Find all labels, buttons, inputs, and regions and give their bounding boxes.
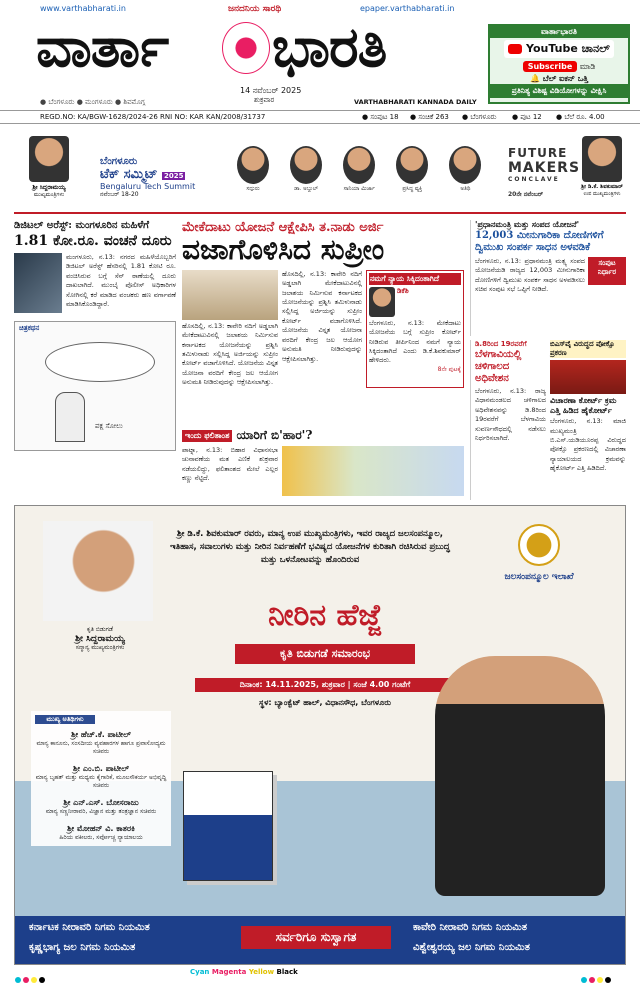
bts-line2: ಟೆಕ್ ಸಮ್ಮಿಟ್ [100,167,158,182]
bts-dates: ನವೆಂಬರ್ 18-20 [100,191,139,198]
release-block [45,626,155,652]
session-body: ಬೆಂಗಳೂರು, ನ.13: ರಾಜ್ಯ ವಿಧಾನಮಂಡಲದ ಚಳಿಗಾಲದ ಅಧಿವೇಶನವನ್ನು ಡಿ.8ರಿಂದ 19ರವರೆಗೆ ಬೆಳಗಾವಿಯ ಸುವರ್ಣಸೌಧದಲ್ಲಿ ನಡೆಸಲು ನಿರ್ಧರಿಸಲಾಗಿದೆ. [475,387,546,443]
guest-1: ಸದ್ಗುರು [234,146,272,193]
yellow-label: Yellow [248,968,275,976]
guest-2: ಡಾ. ಅಬ್ದುಲ್ [287,146,325,193]
cyan-dot [15,977,21,983]
continue-link[interactable]: 8ನೇ ಪುಟಕ್ಕೆ [437,365,461,373]
book-release-advert[interactable] [14,505,626,965]
print-dots-right [580,968,612,987]
guest-role: ಮಾನ್ಯ ಕಾನೂನು, ಸಂಸದೀಯ ವ್ಯವಹಾರಗಳ ಹಾಗೂ ಪ್ರವಾಸೋದ್ಯಮ ಸಚಿವರು [36,740,166,755]
dcm-photo-block [580,136,624,197]
masthead-title-left: ವಾರ್ತಾ [36,14,169,80]
right-story-session[interactable] [470,340,546,500]
left-story-photo [14,253,62,313]
footer-right-2: ವಿಶ್ವೇಶ್ವರಯ್ಯ ಜಲ ನಿಗಮ ನಿಯಮಿತ [413,942,530,953]
event-venue: ಸ್ಥಳ: ಬ್ಯಾಂಕ್ವೆಟ್ ಹಾಲ್, ವಿಧಾನಸೌಧ, ಬೆಂಗಳೂರು [259,698,391,707]
epaper-url[interactable]: epaper.varthabharati.in [360,4,455,13]
pocso-kicker: ಬಿಎಸ್‌ವೈ ವಿರುದ್ಧದ ಪೋಕ್ಸೊ ಪ್ರಕರಣ [550,340,626,358]
left-story-headline: 1.81 ಕೋ.ರೂ. ವಂಚನೆ ದೂರು [14,233,172,249]
black-label: Black [276,968,298,976]
dcm-name: ಶ್ರೀ ಡಿ.ಕೆ. ಶಿವಕುಮಾರ್ [581,184,623,190]
guest-speakers [234,146,494,193]
side-box-title: ನಮಗೆ ನ್ಯಾಯ ಸಿಕ್ಕಿದಂತಾಗಿದೆ [369,273,461,285]
youtube-logo: YouTube ಚಾನಲ್ [504,40,614,58]
fisheries-kicker: 'ಪ್ರಧಾನಮಂತ್ರಿ ಮತ್ತು ಸಂಪದ ಯೋಜನೆ' [475,220,580,229]
fisheries-headline: 12,003 ಮೀನುಗಾರಿಕಾ ದೋಣಿಗಳಿಗೆ ದ್ವಿಮುಖ ಸಂಪರ್ಕ ಸಾಧನ ಅಳವಡಿಕೆ [475,230,604,253]
left-story-body: ಮಂಗಳೂರು, ನ.13: ನಗರದ ಮಹಿಳೆಯೊಬ್ಬರಿಗೆ ಡಿಜಿಟಲ್ ಅರೆಸ್ಟ್ ಹೆಸರಿನಲ್ಲಿ 1.81 ಕೋಟಿ ರೂ. ವಂಚಿಸಿರುವ ಬಗ್ಗೆ ಸೆನ್ ಠಾಣೆಯಲ್ಲಿ ದೂರು ದಾಖಲಾಗಿದೆ. ಮುಂಬೈ ಪೊಲೀಸ್ ಅಧಿಕಾರಿಗಳ ಸೋಗಿನಲ್ಲಿ ಕರೆ ಮಾಡಿದ ವಂಚಕರು ಹಣ ವರ್ಗಾವಣೆ ಮಾಡಿಸಿಕೊಂಡಿದ್ದಾರೆ. [66,253,176,309]
guest-role: ಮಾನ್ಯ ಬೃಹತ್ ಮತ್ತು ಮಧ್ಯಮ ಕೈಗಾರಿಕೆ, ಮೂಲಸೌಕರ್ಯ ಅಭಿವೃದ್ಧಿ ಸಚಿವರು [35,774,167,789]
cm-name: ಶ್ರೀ ಸಿದ್ದರಾಮಯ್ಯ [32,184,66,191]
lead-story-body-col2: ಹೊಸದಿಲ್ಲಿ, ನ.13: ಕಾವೇರಿ ನದಿಗೆ ಅಡ್ಡಲಾಗಿ ಮೇಕೆದಾಟುವಿನಲ್ಲಿ ಜಲಾಶಯ ನಿರ್ಮಿಸುವ ಕರ್ನಾಟಕದ ಯೋಜನೆಯನ್ನು ಪ್ರಶ್ನಿಸಿ ತಮಿಳುನಾಡು ಸಲ್ಲಿಸಿದ್ದ ಅರ್ಜಿಯನ್ನು ಸುಪ್ರೀಂ ಕೋರ್ಟ್ ವಜಾಗೊಳಿಸಿದೆ. ಯೋಜನೆಯ ವಿಸ್ತೃತ ಯೋಜನಾ ವರದಿಗೆ ಕೇಂದ್ರ ಜಲ ಆಯೋಗ ಅನುಮತಿ ನೀಡಿರುವುದನ್ನು ಆಕ್ಷೇಪಿಸಲಾಗಿತ್ತು. [282,269,362,363]
guest-photo [237,146,269,184]
daily-label: VARTHABHARATI KANNADA DAILY [354,98,477,106]
lead-story[interactable] [182,220,464,430]
editions: ● ಬೆಂಗಳೂರು ● ಮಂಗಳೂರು ● ಶಿವಮೊಗ್ಗ [40,98,146,106]
issue-number: ● ಸಂಚಿಕೆ 263 [410,113,449,121]
magenta-dot [589,977,595,983]
cartoon-label: ಚಿತ್ರಕಥನ [19,324,40,332]
guest-photo [343,146,375,184]
lead-story-kicker: ಮೇಕೆದಾಟು ಯೋಜನೆ ಆಕ್ಷೇಪಿಸಿ ತ.ನಾಡು ಅರ್ಜಿ [182,220,384,235]
release-name: ಶ್ರೀ ಸಿದ್ದರಾಮಯ್ಯ [75,634,125,644]
guest-photo [290,146,322,184]
subscribe-suffix: ಮಾಡಿ [579,62,596,71]
guests-label: ಮುಖ್ಯ ಅತಿಥಿಗಳು [35,715,95,724]
release-role: ಸನ್ಮಾನ್ಯ ಮುಖ್ಯಮಂತ್ರಿಗಳು [75,644,125,651]
dcm-portrait [435,656,605,896]
event-date: ದಿನಾಂಕ: 14.11.2025, ಶುಕ್ರವಾರ | ಸಂಜೆ 4.00 ಗಂಟೆಗೆ [195,678,455,692]
cartoon-figure [55,392,85,442]
cm-photo [29,136,69,182]
future-date: 20ನೇ ನವೆಂಬರ್ [508,191,544,198]
future-line2: MAKERS [508,160,581,176]
ad-footer [15,916,626,965]
dk-photo [369,287,395,317]
left-story[interactable] [14,220,176,500]
dept-seal-block [469,524,609,582]
guest-4: ಪ್ರಸಿದ್ಧ ವ್ಯಕ್ತಿ [393,146,431,193]
dcm-photo [582,136,622,182]
cyan-dot [581,977,587,983]
cartoon-caption: ಪಕ್ಷ ಸೋಲು [95,422,123,430]
yellow-dot [597,977,603,983]
lead-story-headline: ವಜಾಗೊಳಿಸಿದ ಸುಪ್ರೀಂ [182,233,385,266]
cartoon [14,321,176,451]
guest-name: ಶ್ರೀ ಹೆಚ್.ಕೆ. ಪಾಟೀಲ್ [71,730,131,739]
print-dots-left [14,968,46,987]
issue-day: ಶುಕ್ರವಾರ [254,96,275,104]
cm-photo-block [24,136,74,199]
guest-name: ಶ್ರೀ ಎಂ.ಬಿ. ಪಾಟೀಲ್ [73,764,129,773]
guest-role: ಹಿರಿಯ ವಕೀಲರು, ಸರ್ವೋಚ್ಚ ನ್ಯಾಯಾಲಯ [59,834,143,841]
masthead-emblem [222,22,270,74]
youtube-promo[interactable] [488,24,630,104]
karnataka-seal [518,524,560,566]
bihar-map-photo [282,446,464,496]
bell-text: 🔔 ಬೆಲ್ ಐಕನ್ ಒತ್ತಿ [530,74,588,83]
yellow-dot [31,977,37,983]
guest-name: ಶ್ರೀ ಎನ್.ಎಸ್. ಬೋಸರಾಜು [63,798,139,807]
future-line3: CONCLAVE [508,176,560,183]
pocso-headline: ವಿಚಾರಣಾ ಕೋರ್ಟ್ ಕ್ರಮ ಎತ್ತಿ ಹಿಡಿದ ಹೈಕೋರ್ಟ್ [550,395,617,415]
event-title: ಕೃತಿ ಬಿಡುಗಡೆ ಸಮಾರಂಭ [235,644,415,664]
pages: ● ಪುಟ 12 [512,113,542,121]
release-label: ಕೃತಿ ಬಿಡುಗಡೆ [87,626,113,633]
masthead [0,0,640,110]
ad-intro: ಶ್ರೀ ಡಿ.ಕೆ. ಶಿವಕುಮಾರ್ ರವರು, ಮಾನ್ಯ ಉಪ ಮುಖ್ಯಮಂತ್ರಿಗಳು, ಇವರ ರಾಜ್ಯದ ಜಲಸಂಪನ್ಮೂಲ, ಇತಿಹಾಸ, ಸವಾಲುಗಳು ಮತ್ತು ನೀರಿನ ನಿರ್ವಹಣೆಗೆ ಭವಿಷ್ಯದ ಯೋಜನೆಗಳ ಕುರಿತಾಗಿ ರಚಿಸಿರುವ ಪ್ರಬುದ್ಧ ಮತ್ತು ಒಳನೋಟವನ್ನು ಹೊಂದಿರುವ [170,529,450,566]
bts-logo [100,156,220,199]
play-icon [508,44,522,54]
black-dot [605,977,611,983]
issue-date: 14 ನವೆಂಬರ್ 2025 [240,86,302,95]
print-marks [190,968,298,976]
bihar-headline: ಯಾರಿಗೆ ಬಿ'ಹಾರ'? [236,428,313,442]
guest-photo [449,146,481,184]
guest-role: ಮಾನ್ಯ ಸಣ್ಣನೀರಾವರಿ, ವಿಜ್ಞಾನ ಮತ್ತು ತಂತ್ರಜ್ಞಾನ ಸಚಿವರು [45,808,157,815]
bts-line1: ಬೆಂಗಳೂರು [100,156,138,167]
website-url[interactable]: www.varthabharati.in [40,4,126,13]
tech-summit-banner[interactable] [14,126,626,214]
cm-portrait [43,521,153,621]
fisheries-body: ಬೆಂಗಳೂರು, ನ.13: ಪ್ರಧಾನಮಂತ್ರಿ ಮತ್ಸ್ಯ ಸಂಪದ ಯೋಜನೆಯಡಿ ರಾಜ್ಯದ 12,003 ಮೀನುಗಾರಿಕಾ ದೋಣಿಗಳಿಗೆ ದ್ವಿಮುಖ ಸಂಪರ್ಕ ಸಾಧನ ಅಳವಡಿಸಲು ಸಚಿವ ಸಂಪುಟ ಸಭೆ ಒಪ್ಪಿಗೆ ನೀಡಿದೆ. [475,257,585,294]
masthead-title-right: ಭಾರತಿ [272,14,387,80]
black-dot [39,977,45,983]
side-box-body: ಬೆಂಗಳೂರು, ನ.13: ಮೇಕೆದಾಟು ಯೋಜನೆಯ ಬಗ್ಗೆ ಸುಪ್ರೀಂ ಕೋರ್ಟ್ ನೀಡಿರುವ ತೀರ್ಪಿನಿಂದ ನಮಗೆ ನ್ಯಾಯ ಸಿಕ್ಕಿದಂತಾಗಿದೆ ಎಂದು ಡಿ.ಕೆ.ಶಿವಕುಮಾರ್ ಹೇಳಿದರು. [369,318,461,365]
cartoon-thought-bubble [45,342,155,382]
future-makers-logo [508,146,581,199]
footer-left-2: ಕೃಷ್ಣಭಾಗ್ಯ ಜಲ ನಿಗಮ ನಿಯಮಿತ [29,942,136,953]
subscribe-button[interactable]: Subscribe [523,61,578,72]
session-kicker: ಡಿ.8ರಿಂದ 19ರವರೆಗೆ [475,340,527,348]
guest-name: ಶ್ರೀ ಮೋಹನ್ ವಿ. ಕಾತರಕಿ [67,824,135,833]
guest-3: ಸಾನಿಯಾ ಮಿರ್ಜಾ [340,146,378,193]
city: ● ಬೆಂಗಳೂರು [462,113,497,121]
book-title: ನೀರಿನ ಹೆಜ್ಜೆ [268,598,382,633]
bts-year: 2025 [163,172,184,180]
bihar-story[interactable] [182,428,464,500]
cm-role: ಮುಖ್ಯಮಂತ್ರಿಗಳು [33,192,65,198]
guest-5: ಅತಿಥಿ [446,146,484,193]
right-story-pocso[interactable] [550,340,626,500]
supreme-court-photo [182,270,278,320]
bihar-body: ಪಾಟ್ನಾ, ನ.13: ಬಿಹಾರ ವಿಧಾನಸಭಾ ಚುನಾವಣೆಯ ಮತ ಎಣಿಕೆ ಶುಕ್ರವಾರ ನಡೆಯಲಿದ್ದು, ಫಲಿತಾಂಶದ ಮೇಲೆ ಎಲ್ಲರ ಕಣ್ಣು ನೆಟ್ಟಿದೆ. [182,446,278,483]
magenta-dot [23,977,29,983]
left-story-kicker: ಡಿಜಿಟಲ್ ಅರೆಸ್ಟ್: ಮಂಗಳೂರಿನ ಮಹಿಳೆಗೆ [14,220,149,231]
yt-promo-bottom: ಪ್ರತಿನಿತ್ಯ ವಿಶಿಷ್ಟ ವಿಡಿಯೋಗಳನ್ನು ವೀಕ್ಷಿಸಿ [490,84,628,98]
registration-number: REGD.NO: KA/BGW-1628/2024-26 RNI NO: KAR KAN/2008/31737 [40,113,266,121]
volume: ● ಸಂಪುಟ 18 [362,113,399,121]
future-line1: FUTURE [508,146,568,160]
footer-left-1: ಕರ್ನಾಟಕ ನೀರಾವರಿ ನಿಗಮ ನಿಯಮಿತ [29,922,150,933]
session-headline: ಬೆಳಗಾವಿಯಲ್ಲಿ ಚಳಿಗಾಲದ ಅಧಿವೇಶನ [475,349,522,384]
footer-right-1: ಕಾವೇರಿ ನೀರಾವರಿ ನಿಗಮ ನಿಯಮಿತ [413,922,528,933]
footer-welcome: ಸರ್ವರಿಗೂ ಸುಸ್ವಾಗತ [241,926,391,949]
lead-story-body: ಹೊಸದಿಲ್ಲಿ, ನ.13: ಕಾವೇರಿ ನದಿಗೆ ಅಡ್ಡಲಾಗಿ ಮೇಕೆದಾಟುವಿನಲ್ಲಿ ಜಲಾಶಯ ನಿರ್ಮಿಸುವ ಕರ್ನಾಟಕದ ಯೋಜನೆಯನ್ನು ಪ್ರಶ್ನಿಸಿ ತಮಿಳುನಾಡು ಸಲ್ಲಿಸಿದ್ದ ಅರ್ಜಿಯನ್ನು ಸುಪ್ರೀಂ ಕೋರ್ಟ್ ವಜಾಗೊಳಿಸಿದೆ. ಯೋಜನೆಯ ವಿಸ್ತೃತ ಯೋಜನಾ ವರದಿಗೆ ಕೇಂದ್ರ ಜಲ ಆಯೋಗ ಅನುಮತಿ ನೀಡಿರುವುದನ್ನು ಆಕ್ಷೇಪಿಸಲಾಗಿತ್ತು. [182,321,278,387]
cabinet-tag: ಸಂಪುಟ ನಿರ್ಧಾರ [588,257,626,285]
chief-guests [31,711,171,846]
side-box-name: ಡಿಕೆಶಿ [397,286,409,295]
right-story-fisheries[interactable] [470,220,626,336]
tagline: ಜನದನಿಯ ಸಾರಥಿ [228,4,282,14]
bihar-kicker: ಇಂದು ಫಲಿತಾಂಶ [182,430,232,442]
pocso-body: ಬೆಂಗಳೂರು, ನ.13: ಮಾಜಿ ಮುಖ್ಯಮಂತ್ರಿ ಬಿ.ಎಸ್.ಯಡಿಯೂರಪ್ಪ ವಿರುದ್ಧದ ಪೋಕ್ಸೊ ಪ್ರಕರಣದಲ್ಲಿ ವಿಚಾರಣಾ ನ್ಯಾಯಾಲಯದ ಕ್ರಮವನ್ನು ಹೈಕೋರ್ಟ್ ಎತ್ತಿ ಹಿಡಿದಿದೆ. [550,417,626,473]
high-court-photo [550,360,626,394]
book-cover [183,771,273,881]
guest-photo [396,146,428,184]
bts-english: Bengaluru Tech Summit [100,182,196,191]
price: ● ಬೆಲೆ ರೂ. 4.00 [556,113,605,121]
info-bar [0,110,640,124]
dcm-role: ಉಪ ಮುಖ್ಯಮಂತ್ರಿಗಳು [583,191,621,197]
yt-promo-top: ವಾರ್ತಾಭಾರತಿ [490,26,628,38]
cyan-label: Cyan [190,968,210,976]
department-name: ಜಲಸಂಪನ್ಮೂಲ ಇಲಾಖೆ [504,572,574,582]
magenta-label: Magenta [211,968,247,976]
